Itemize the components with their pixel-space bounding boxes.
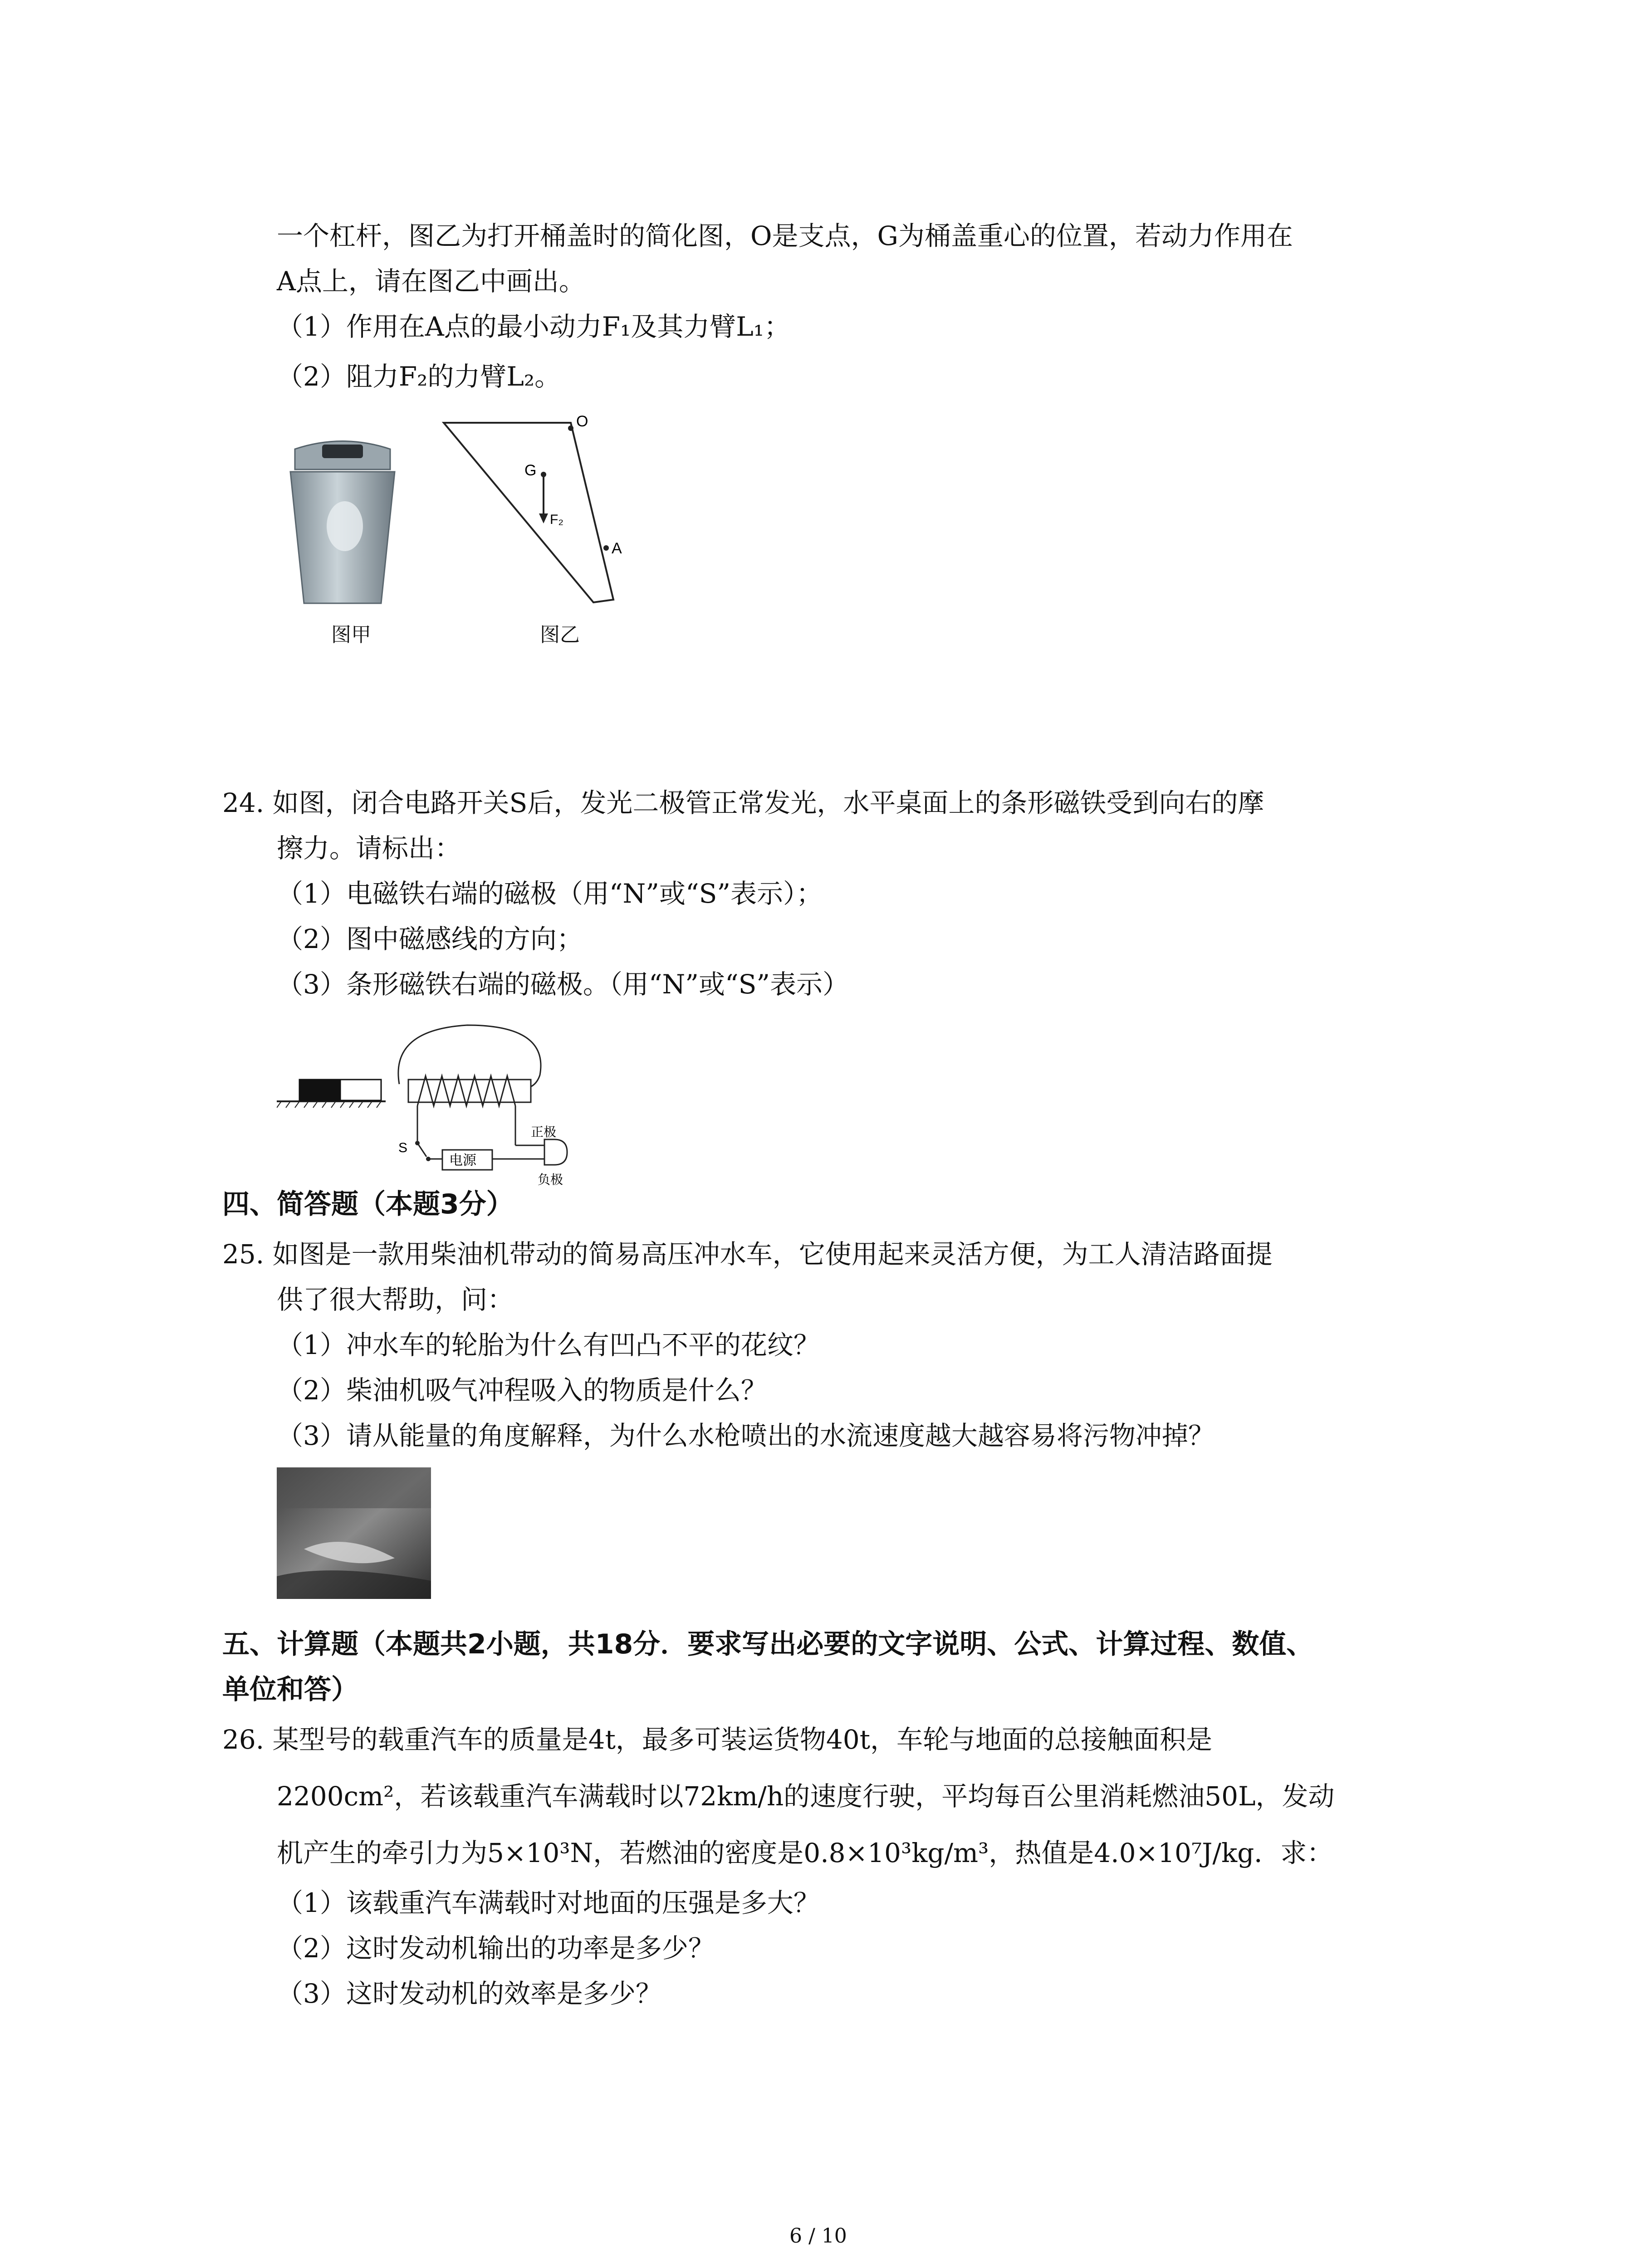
- positive-pole-label: 正极: [531, 1125, 557, 1139]
- q25-line-2: 供了很大帮助，问：: [277, 1284, 514, 1315]
- q23-line-2: A点上，请在图乙中画出。: [277, 266, 585, 297]
- section-4-heading: 四、简答题（本题3分）: [222, 1188, 514, 1220]
- power-source-label: 电源: [449, 1153, 476, 1168]
- q25-line-5: （3）请从能量的角度解释，为什么水枪喷出的水流速度越大越容易将污物冲掉？: [277, 1420, 1215, 1451]
- switch-label: S: [398, 1140, 408, 1155]
- q23-line-4: （2）阻力F₂的力臂L₂。: [277, 361, 561, 392]
- q24-line-1: 24. 如图，闭合电路开关S后，发光二极管正常发光，水平桌面上的条形磁铁受到向右的摩: [222, 787, 1264, 818]
- page-number: 6 / 10: [789, 2224, 847, 2248]
- q26-line-5: （2）这时发动机输出的功率是多少？: [277, 1933, 715, 1964]
- q24-line-5: （3）条形磁铁右端的磁极。（用“N”或“S”表示）: [277, 969, 849, 1000]
- q25-line-1: 25. 如图是一款用柴油机带动的简易高压冲水车，它使用起来灵活方便，为工人清洁路面提: [222, 1239, 1273, 1270]
- q26-line-6: （3）这时发动机的效率是多少？: [277, 1978, 662, 2009]
- q25-line-4: （2）柴油机吸气冲程吸入的物质是什么？: [277, 1375, 767, 1406]
- negative-pole-label: 负极: [538, 1173, 563, 1187]
- q26-line-1: 26. 某型号的载重汽车的质量是4t，最多可装运货物40t，车轮与地面的总接触面积是: [222, 1724, 1212, 1755]
- label-a: A: [612, 540, 622, 557]
- q25-line-3: （1）冲水车的轮胎为什么有凹凸不平的花纹？: [277, 1330, 820, 1360]
- label-f2: F₂: [550, 512, 563, 527]
- q23-line-3: （1）作用在A点的最小动力F₁及其力臂L₁；: [277, 311, 791, 342]
- lever-diagram: [436, 413, 635, 612]
- fig-jia-caption: 图甲: [331, 623, 371, 646]
- q24-line-2: 擦力。请标出：: [277, 833, 461, 864]
- q23-line-1: 一个杠杆，图乙为打开桶盖时的简化图，O是支点，G为桶盖重心的位置，若动力作用在: [277, 220, 1293, 251]
- label-o: O: [576, 413, 588, 430]
- q26-line-2: 2200cm²，若该载重汽车满载时以72km/h的速度行驶，平均每百公里消耗燃油50L，发动: [277, 1781, 1335, 1812]
- section-5-heading-line-2: 单位和答）: [222, 1674, 358, 1706]
- q26-line-3: 机产生的牵引力为5×10³N，若燃油的密度是0.8×10³kg/m³，热值是4.0×10⁷J/kg．求：: [277, 1838, 1333, 1868]
- label-g: G: [524, 462, 537, 479]
- fig-yi-caption: 图乙: [540, 623, 580, 646]
- q26-line-4: （1）该载重汽车满载时对地面的压强是多大？: [277, 1887, 820, 1918]
- q24-line-3: （1）电磁铁右端的磁极（用“N”或“S”表示）；: [277, 878, 823, 909]
- electromagnet-circuit-diagram: [277, 1021, 576, 1193]
- q24-line-4: （2）图中磁感线的方向；: [277, 924, 583, 954]
- water-truck-photo: [277, 1467, 431, 1599]
- section-5-heading-line-1: 五、计算题（本题共2小题，共18分．要求写出必要的文字说明、公式、计算过程、数值、: [222, 1628, 1314, 1660]
- trash-bin-figure: [277, 435, 408, 608]
